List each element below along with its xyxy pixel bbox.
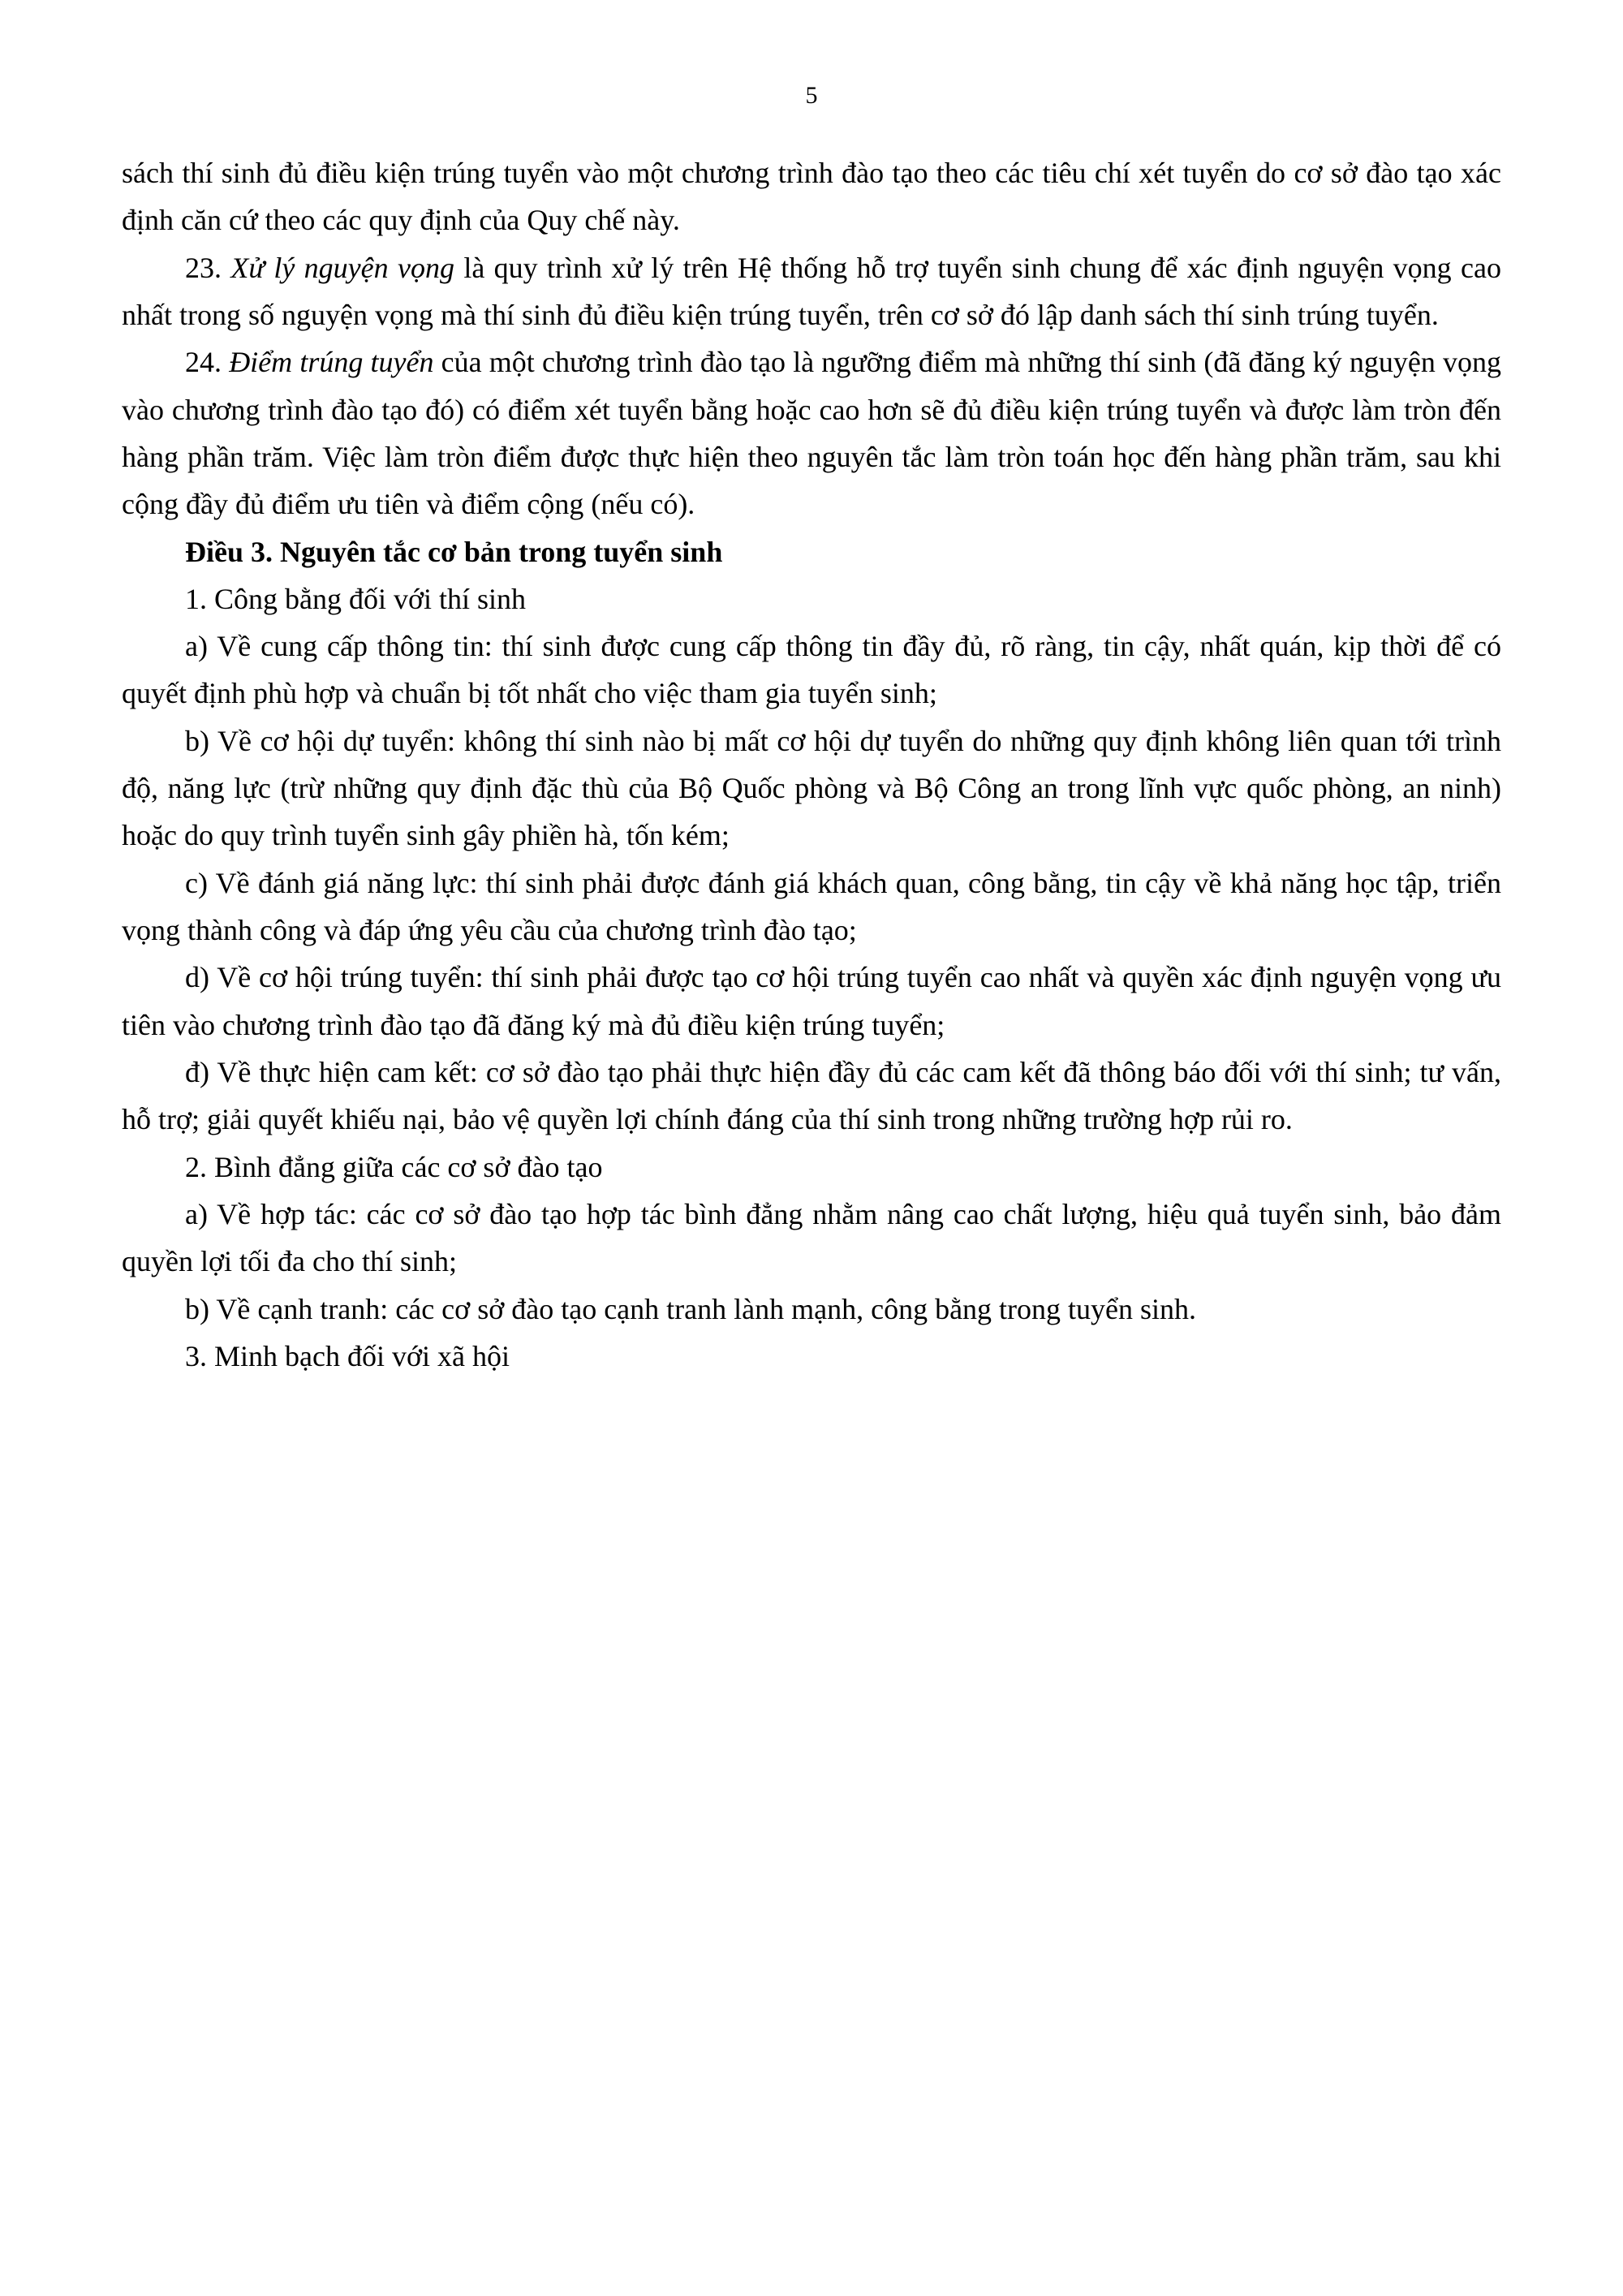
clause-1-point-c: c) Về đánh giá năng lực: thí sinh phải được đánh giá khách quan, công bằng, tin cậy về khả năng học tập, triển vọng thành công và đáp ứng yêu cầu của chương trình đào tạo; [122,866,1501,946]
clause-2-point-a: a) Về hợp tác: các cơ sở đào tạo hợp tác bình đẳng nhằm nâng cao chất lượng, hiệu quả tuyển sinh, bảo đảm quyền lợi tối đa cho thí sinh; [122,1197,1501,1278]
clause-2: 2. Bình đẳng giữa các cơ sở đào tạo [185,1150,603,1183]
paragraph-continued: sách thí sinh đủ điều kiện trúng tuyển vào một chương trình đào tạo theo các tiêu chí xét tuyển do cơ sở đào tạo xác định căn cứ theo các quy định của Quy chế này. [122,157,1501,237]
page-number: 5 [805,82,818,109]
clause-1: 1. Công bằng đối với thí sinh [185,582,527,615]
article-3-heading: Điều 3. Nguyên tắc cơ bản trong tuyển sinh [185,535,723,568]
clause-1-point-d: d) Về cơ hội trúng tuyển: thí sinh phải được tạo cơ hội trúng tuyển cao nhất và quyền xác định nguyện vọng ưu tiên vào chương trình đào tạo đã đăng ký mà đủ điều kiện trúng tuyển; [122,961,1501,1041]
clause-3: 3. Minh bạch đối với xã hội [185,1339,510,1372]
definition-item-23 [122,244,1501,339]
clause-1-point-b: b) Về cơ hội dự tuyển: không thí sinh nào bị mất cơ hội dự tuyển do những quy định không liên quan tới trình độ, năng lực (trừ những quy định đặc thù của Bộ Quốc phòng và Bộ Công an trong lĩnh vực quốc phòng, an ninh) hoặc do quy trình tuyển sinh gây phiền hà, tốn kém; [122,724,1501,852]
item-number: 24. [185,346,230,379]
clause-1-point-a: a) Về cung cấp thông tin: thí sinh được cung cấp thông tin đầy đủ, rõ ràng, tin cậy, nhất quán, kịp thời để có quyết định phù hợp và chuẩn bị tốt nhất cho việc tham gia tuyển sinh; [122,630,1501,710]
item-text: của một chương trình đào tạo là ngưỡng điểm mà những thí sinh (đã đăng ký nguyện vọng vào chương trình đào tạo đó) có điểm xét tuyển bằng hoặc cao hơn sẽ đủ điều kiện trúng tuyển và được làm tròn đến hàng phần trăm. Việc làm tròn điểm được thực hiện theo nguyên tắc làm tròn toán học đến hàng phần trăm, sau khi cộng đầy đủ điểm ưu tiên và điểm cộng (nếu có). [122,346,1502,521]
item-text: là quy trình xử lý trên Hệ thống hỗ trợ tuyển sinh chung để xác định nguyện vọng cao nhất trong số nguyện vọng mà thí sinh đủ điều kiện trúng tuyển, trên cơ sở đó lập danh sách thí sinh trúng tuyển. [122,251,1501,331]
clause-1-point-dd: đ) Về thực hiện cam kết: cơ sở đào tạo phải thực hiện đầy đủ các cam kết đã thông báo đối với thí sinh; tư vấn, hỗ trợ; giải quyết khiếu nại, bảo vệ quyền lợi chính đáng của thí sinh trong những trường hợp rủi ro. [122,1055,1501,1136]
definition-item-24 [122,338,1501,528]
item-number: 23. [185,251,231,284]
term-italic: Điểm trúng tuyển [229,346,434,379]
clause-2-point-b: b) Về cạnh tranh: các cơ sở đào tạo cạnh tranh lành mạnh, công bằng trong tuyển sinh. [185,1292,1197,1325]
document-body [122,149,1501,1380]
term-italic: Xử lý nguyện vọng [230,251,454,284]
